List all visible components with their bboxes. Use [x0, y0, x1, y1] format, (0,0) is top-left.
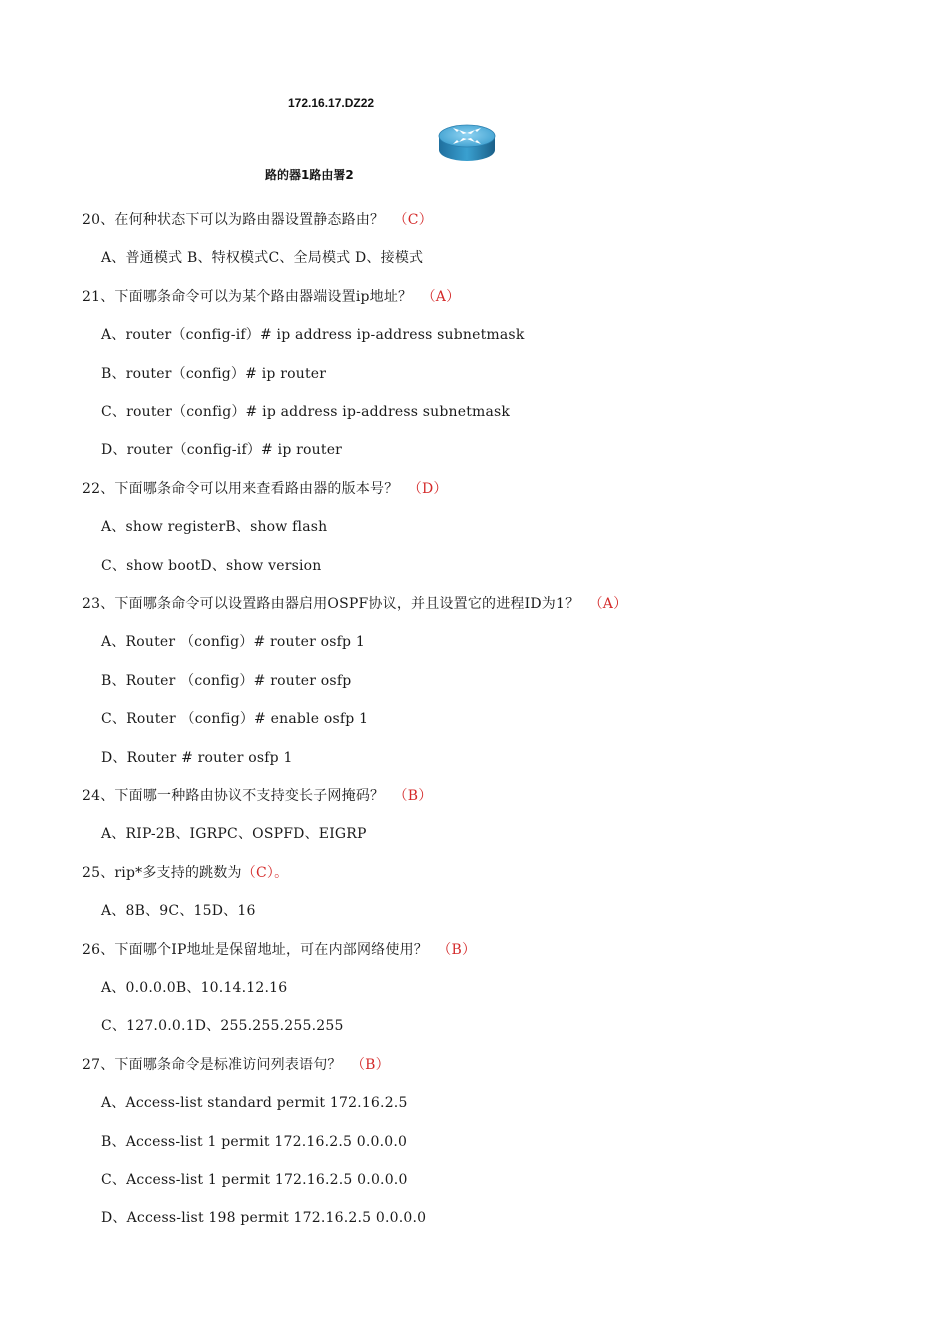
answer-close-paren: ）: [375, 1057, 390, 1073]
answer-option: C、127.0.0.1D、255.255.255.255: [101, 1018, 344, 1034]
figure-caption: 路的器1路由署2: [265, 168, 354, 182]
answer-option: A、普通模式 B、特权模式C、全局模式 D、接模式: [101, 250, 424, 266]
answer-option: A、Router （config）# router osfp 1: [101, 634, 365, 650]
question-stem: [82, 1055, 390, 1075]
router-ip-label: 172.16.17.DZ22: [288, 96, 375, 110]
answer-close-paren: ）: [418, 212, 433, 228]
answer-close-paren: ）: [433, 481, 448, 497]
answer-key: C: [407, 212, 419, 228]
question-stem: [82, 210, 433, 230]
answer-option: C、show bootD、show version: [101, 558, 322, 574]
answer-option: C、Access-list 1 permit 172.16.2.5 0.0.0.0: [101, 1172, 408, 1188]
router-icon: [436, 122, 498, 164]
answer-open-paren: （: [407, 481, 422, 497]
answer-option: C、router（config）# ip address ip-address subnetmask: [101, 404, 511, 420]
answer-key: C: [255, 865, 267, 881]
answer-option: B、router（config）# ip router: [101, 366, 327, 382]
question-text: 21、下面哪条命令可以为某个路由器端设置ip地址？: [82, 289, 413, 305]
answer-key: B: [407, 788, 419, 804]
answer-close-paren: ）: [418, 788, 433, 804]
question-stem: [82, 940, 476, 960]
question-text: 25、rip*多支持的跳数为: [82, 865, 242, 881]
answer-key: B: [365, 1057, 376, 1073]
answer-option: A、router（config-if）# ip address ip-address subnetmask: [101, 327, 525, 343]
answer-close-paren: ）。: [266, 865, 289, 881]
answer-open-paren: （: [393, 788, 408, 804]
answer-key: B: [451, 942, 462, 958]
answer-option: B、Router （config）# router osfp: [101, 673, 352, 689]
answer-key: A: [435, 289, 447, 305]
answer-option: D、router（config-if）# ip router: [101, 442, 343, 458]
answer-option: A、8B、9C、15D、16: [101, 903, 256, 919]
question-text: 20、在何种状态下可以为路由器设置静态路由？: [82, 212, 385, 228]
question-text: 23、下面哪条命令可以设置路由器启用OSPF协议，并且设置它的进程ID为1？: [82, 596, 580, 612]
answer-open-paren: （: [437, 942, 452, 958]
answer-open-paren: （: [421, 289, 436, 305]
answer-option: D、Router # router osfp 1: [101, 750, 293, 766]
question-text: 22、下面哪条命令可以用来查看路由器的版本号？: [82, 481, 399, 497]
answer-option: D、Access-list 198 permit 172.16.2.5 0.0.0.0: [101, 1210, 427, 1226]
answer-option: C、Router （config）# enable osfp 1: [101, 711, 369, 727]
answer-open-paren: （: [350, 1057, 366, 1073]
answer-open-paren: （: [588, 596, 603, 612]
answer-option: A、Access-list standard permit 172.16.2.5: [101, 1095, 408, 1111]
question-stem: [82, 594, 627, 614]
answer-key: D: [421, 481, 434, 497]
answer-option: A、0.0.0.0B、10.14.12.16: [101, 980, 288, 996]
answer-option: A、RIP-2B、IGRPC、OSPFD、EIGRP: [101, 826, 367, 842]
answer-close-paren: ）: [446, 289, 461, 305]
answer-option: B、Access-list 1 permit 172.16.2.5 0.0.0.0: [101, 1134, 408, 1150]
question-text: 26、下面哪个IP地址是保留地址，可在内部网络使用？: [82, 942, 428, 958]
question-stem: [82, 786, 432, 806]
question-stem: [82, 287, 460, 307]
answer-key: A: [602, 596, 614, 612]
answer-close-paren: ）: [461, 942, 477, 958]
answer-close-paren: ）: [613, 596, 628, 612]
answer-open-paren: （: [241, 865, 256, 881]
question-text: 27、下面哪条命令是标准访问列表语句？: [82, 1057, 342, 1073]
answer-option: A、show registerB、show flash: [101, 519, 328, 535]
answer-open-paren: （: [393, 212, 408, 228]
question-stem: [82, 863, 288, 883]
question-stem: [82, 479, 448, 499]
question-text: 24、下面哪一种路由协议不支持变长子网掩码？: [82, 788, 385, 804]
